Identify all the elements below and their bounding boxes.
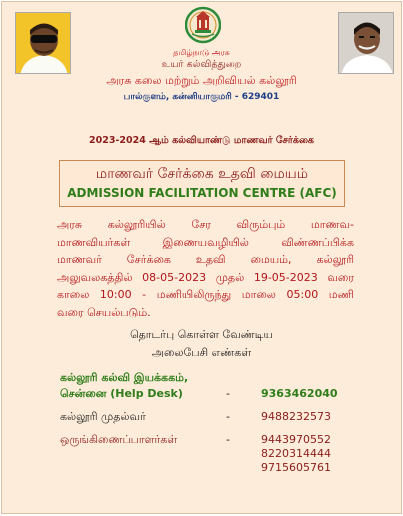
contact-helpdesk-name: சென்னை (Help Desk) — [60, 387, 183, 400]
afc-title-box — [59, 160, 345, 207]
afc-title-english: ADMISSION FACILITATION CENTRE (AFC) — [67, 186, 337, 200]
tamilnadu-emblem — [185, 6, 221, 44]
contact-helpdesk-number[interactable]: 9363462040 — [261, 387, 338, 400]
contact-principal-number[interactable]: 9488232573 — [261, 410, 331, 423]
contact-dash: - — [226, 433, 230, 446]
afc-title-tamil: மாணவர் சேர்க்கை உதவி மையம் — [95, 166, 309, 182]
admission-notice — [1, 1, 402, 514]
govt-label: தமிழ்நாடு அரசு — [173, 48, 230, 57]
paragraph-line: வரை செயல்படும். — [57, 305, 151, 319]
contact-directorate-name: கல்லூரி கல்வி இயக்ககம், — [60, 371, 189, 384]
department-label: உயர் கல்வித்துறை — [161, 59, 242, 70]
college-name: அரசு கலை மற்றும் அறிவியல் கல்லூரி — [106, 74, 297, 87]
paragraph-line: அரசு கல்லூரியில் சேர விரும்பும் மாணவ- — [57, 218, 354, 231]
contact-coordinator-number[interactable]: 9443970552 — [261, 433, 331, 446]
academic-year-title: 2023-2024 ஆம் கல்வியாண்டு மாணவர் சேர்க்கை — [88, 135, 315, 146]
emblem-image — [185, 6, 221, 44]
college-address: பால்குளம், கன்னியாகுமரி - 629401 — [123, 92, 280, 102]
contact-principal-name: கல்லூரி முதல்வர் — [60, 410, 146, 423]
paragraph-line: அலுவலகத்தில் 08-05-2023 முதல் 19-05-2023 வரை — [57, 270, 354, 284]
paragraph-line: மாணவியர்கள் இணையவழியில் விண்ணப்பிக்க — [57, 235, 354, 249]
contact-coordinators-name: ஒருங்கிணைப்பாளர்கள் — [60, 433, 178, 446]
contact-dash: - — [226, 410, 230, 423]
paragraph-line: காலை 10:00 - மணியிலிருந்து மாலை 05:00 மணி — [57, 288, 354, 302]
contact-dash: - — [226, 387, 230, 400]
contacts-title-line2: அலைபேசி எண்கள் — [151, 346, 252, 359]
contacts-title-line1: தொடர்பு கொள்ள வேண்டிய — [130, 328, 273, 341]
paragraph-line: மாணவர் சேர்க்கை உதவி மையம், கல்லூரி — [57, 253, 354, 267]
contact-coordinator-number[interactable]: 9715605761 — [261, 461, 331, 474]
admission-info-paragraph — [57, 216, 354, 322]
contact-coordinator-number[interactable]: 8220314444 — [261, 447, 331, 460]
